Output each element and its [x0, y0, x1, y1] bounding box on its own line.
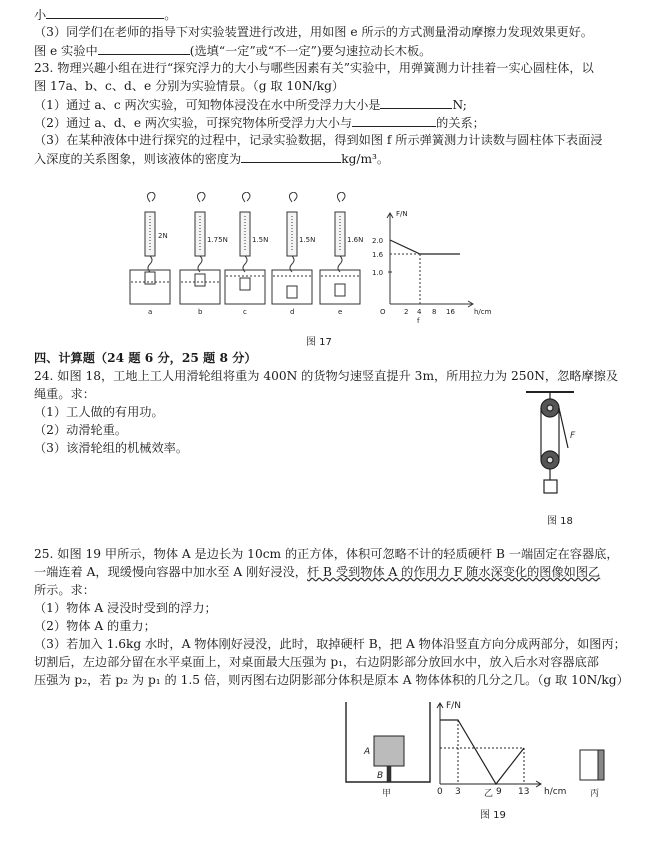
xtick-0: 0 [437, 787, 443, 797]
xtick-16: 16 [446, 308, 455, 316]
reading-b: 1.75N [207, 236, 228, 244]
figure-18-caption: 图 18 [547, 516, 573, 527]
ytick-2: 2.0 [372, 237, 384, 245]
scene-a [130, 192, 170, 304]
xtick-9: 9 [496, 787, 502, 797]
answer-blank [241, 150, 341, 163]
scene-b [180, 192, 220, 304]
label-a-block: A [364, 747, 371, 757]
reading-e: 1.6N [347, 236, 364, 244]
q25-sub3c: 压强为 p₂，若 p₂ 为 p₁ 的 1.5 倍，则丙图右边阴影部分体积是原本 A 物体体积的几分之几。（g 取 10N/kg） [34, 673, 629, 687]
xtick-o: O [380, 308, 386, 316]
figure-17 [0, 192, 666, 342]
q24-line1: 24. 如图 18，工地上工人用滑轮组将重为 400N 的货物匀速竖直提升 3m，所用拉力为 250N，忽略摩擦及 [34, 369, 619, 383]
ytick-1-6: 1.6 [372, 251, 384, 259]
label-b: b [198, 308, 203, 316]
xtick-13: 13 [518, 787, 530, 797]
q24-line2: 绳重。求： [34, 387, 95, 401]
reading-a: 2N [158, 232, 168, 240]
graph-yi [437, 703, 541, 787]
ytick-1: 1.0 [372, 269, 384, 277]
label-e: e [338, 308, 343, 316]
xtick-4: 4 [417, 308, 422, 316]
q23-line3: （1）通过 a、c 两次实验，可知物体浸没在水中所受浮力大小是 N; [34, 98, 467, 112]
q25-line1: 25. 如图 19 甲所示，物体 A 是边长为 10cm 的正方体，体积可忽略不计的轻质硬杆 B 一端固定在容器底， [34, 547, 619, 561]
graph-f [387, 213, 473, 307]
graph-yi-xlabel: h/cm [544, 787, 567, 797]
label-jia: 甲 [382, 789, 392, 799]
xtick-3: 3 [455, 787, 461, 797]
q24-sub3: （3）该滑轮组的机械效率。 [34, 441, 189, 455]
xtick-8: 8 [432, 308, 437, 316]
graph-yi-ylabel: F/N [446, 701, 461, 711]
answer-blank [98, 42, 190, 55]
wavy-underlined-text: 杆 B 受到物体 A 的作用力 F 随水深变化的图像如图乙 [306, 565, 601, 579]
scene-c [225, 192, 265, 304]
section-4-title: 四、计算题（24 题 6 分，25 题 8 分） [34, 351, 257, 365]
q25-line2: 一端连着 A，现缓慢向容器中加水至 A 刚好浸没，杆 B 受到物体 A 的作用力 F 随水深变化的图像如图乙 [34, 565, 601, 579]
label-d: d [290, 308, 295, 316]
label-f: f [417, 317, 420, 325]
figure-19-caption: 图 19 [480, 810, 506, 821]
xtick-2: 2 [404, 308, 409, 316]
label-yi: 乙 [484, 789, 494, 799]
q23-line5: （3）在某种液体中进行探究的过程中，记录实验数据，得到如图 f 所示弹簧测力计读数与圆柱体下表面浸 [34, 133, 603, 147]
figure-18-pulley [520, 388, 580, 508]
q24-sub2: （2）动滑轮重。 [34, 423, 128, 437]
graph-f-xlabel: h/cm [474, 308, 492, 316]
q25-sub3b: 切割后，左边部分留在水平桌面上，对桌面最大压强为 p₁，右边阴影部分放回水中，放入后水对容器底部 [34, 655, 599, 669]
q25-sub3: （3）若加入 1.6kg 水时，A 物体刚好浸没，此时，取掉硬杆 B，把 A 物体沿竖直方向分成两部分，如图丙； [34, 637, 626, 651]
q23-line2: 图 17a、b、c、d、e 分别为实验情景。（g 取 10N/kg） [34, 79, 345, 93]
q23-line4: （2）通过 a、d、e 两次实验，可探究物体所受浮力大小与 的关系； [34, 116, 485, 130]
q25-sub1: （1）物体 A 浸没时受到的浮力； [34, 601, 217, 615]
q23-line6: 入深度的关系图象，则该液体的密度为 kg/m³。 [34, 152, 390, 166]
q22-line3: 图 e 实验中 (选填“一定”或“不一定”)要匀速拉动长木板。 [34, 44, 432, 58]
block-bing [580, 750, 604, 780]
answer-blank [380, 96, 452, 109]
container-jia [346, 702, 430, 782]
reading-d: 1.5N [299, 236, 316, 244]
figure-19 [0, 696, 666, 816]
q25-sub2: （2）物体 A 的重力； [34, 619, 156, 633]
scene-d [272, 192, 312, 304]
scene-e [320, 192, 360, 304]
label-bing: 丙 [590, 789, 600, 799]
q25-line3: 所示。求： [34, 583, 95, 597]
label-a: a [148, 308, 153, 316]
graph-f-ylabel: F/N [396, 210, 408, 218]
force-f-label: F [570, 431, 576, 441]
reading-c: 1.5N [252, 236, 269, 244]
answer-blank [352, 114, 436, 127]
figure-17-caption: 图 17 [306, 337, 332, 348]
label-c: c [243, 308, 247, 316]
q23-line1: 23. 物理兴趣小组在进行“探究浮力的大小与哪些因素有关”实验中，用弹簧测力计挂着一实心圆柱体，以 [34, 61, 594, 75]
q22-line2: （3）同学们在老师的指导下对实验装置进行改进，用如图 e 所示的方式测量滑动摩擦力发现效果更好。 [34, 25, 593, 39]
q24-sub1: （1）工人做的有用功。 [34, 405, 164, 419]
q22-line1: 小 。 [34, 8, 177, 22]
answer-blank [46, 6, 164, 19]
label-b-rod: B [377, 771, 384, 781]
